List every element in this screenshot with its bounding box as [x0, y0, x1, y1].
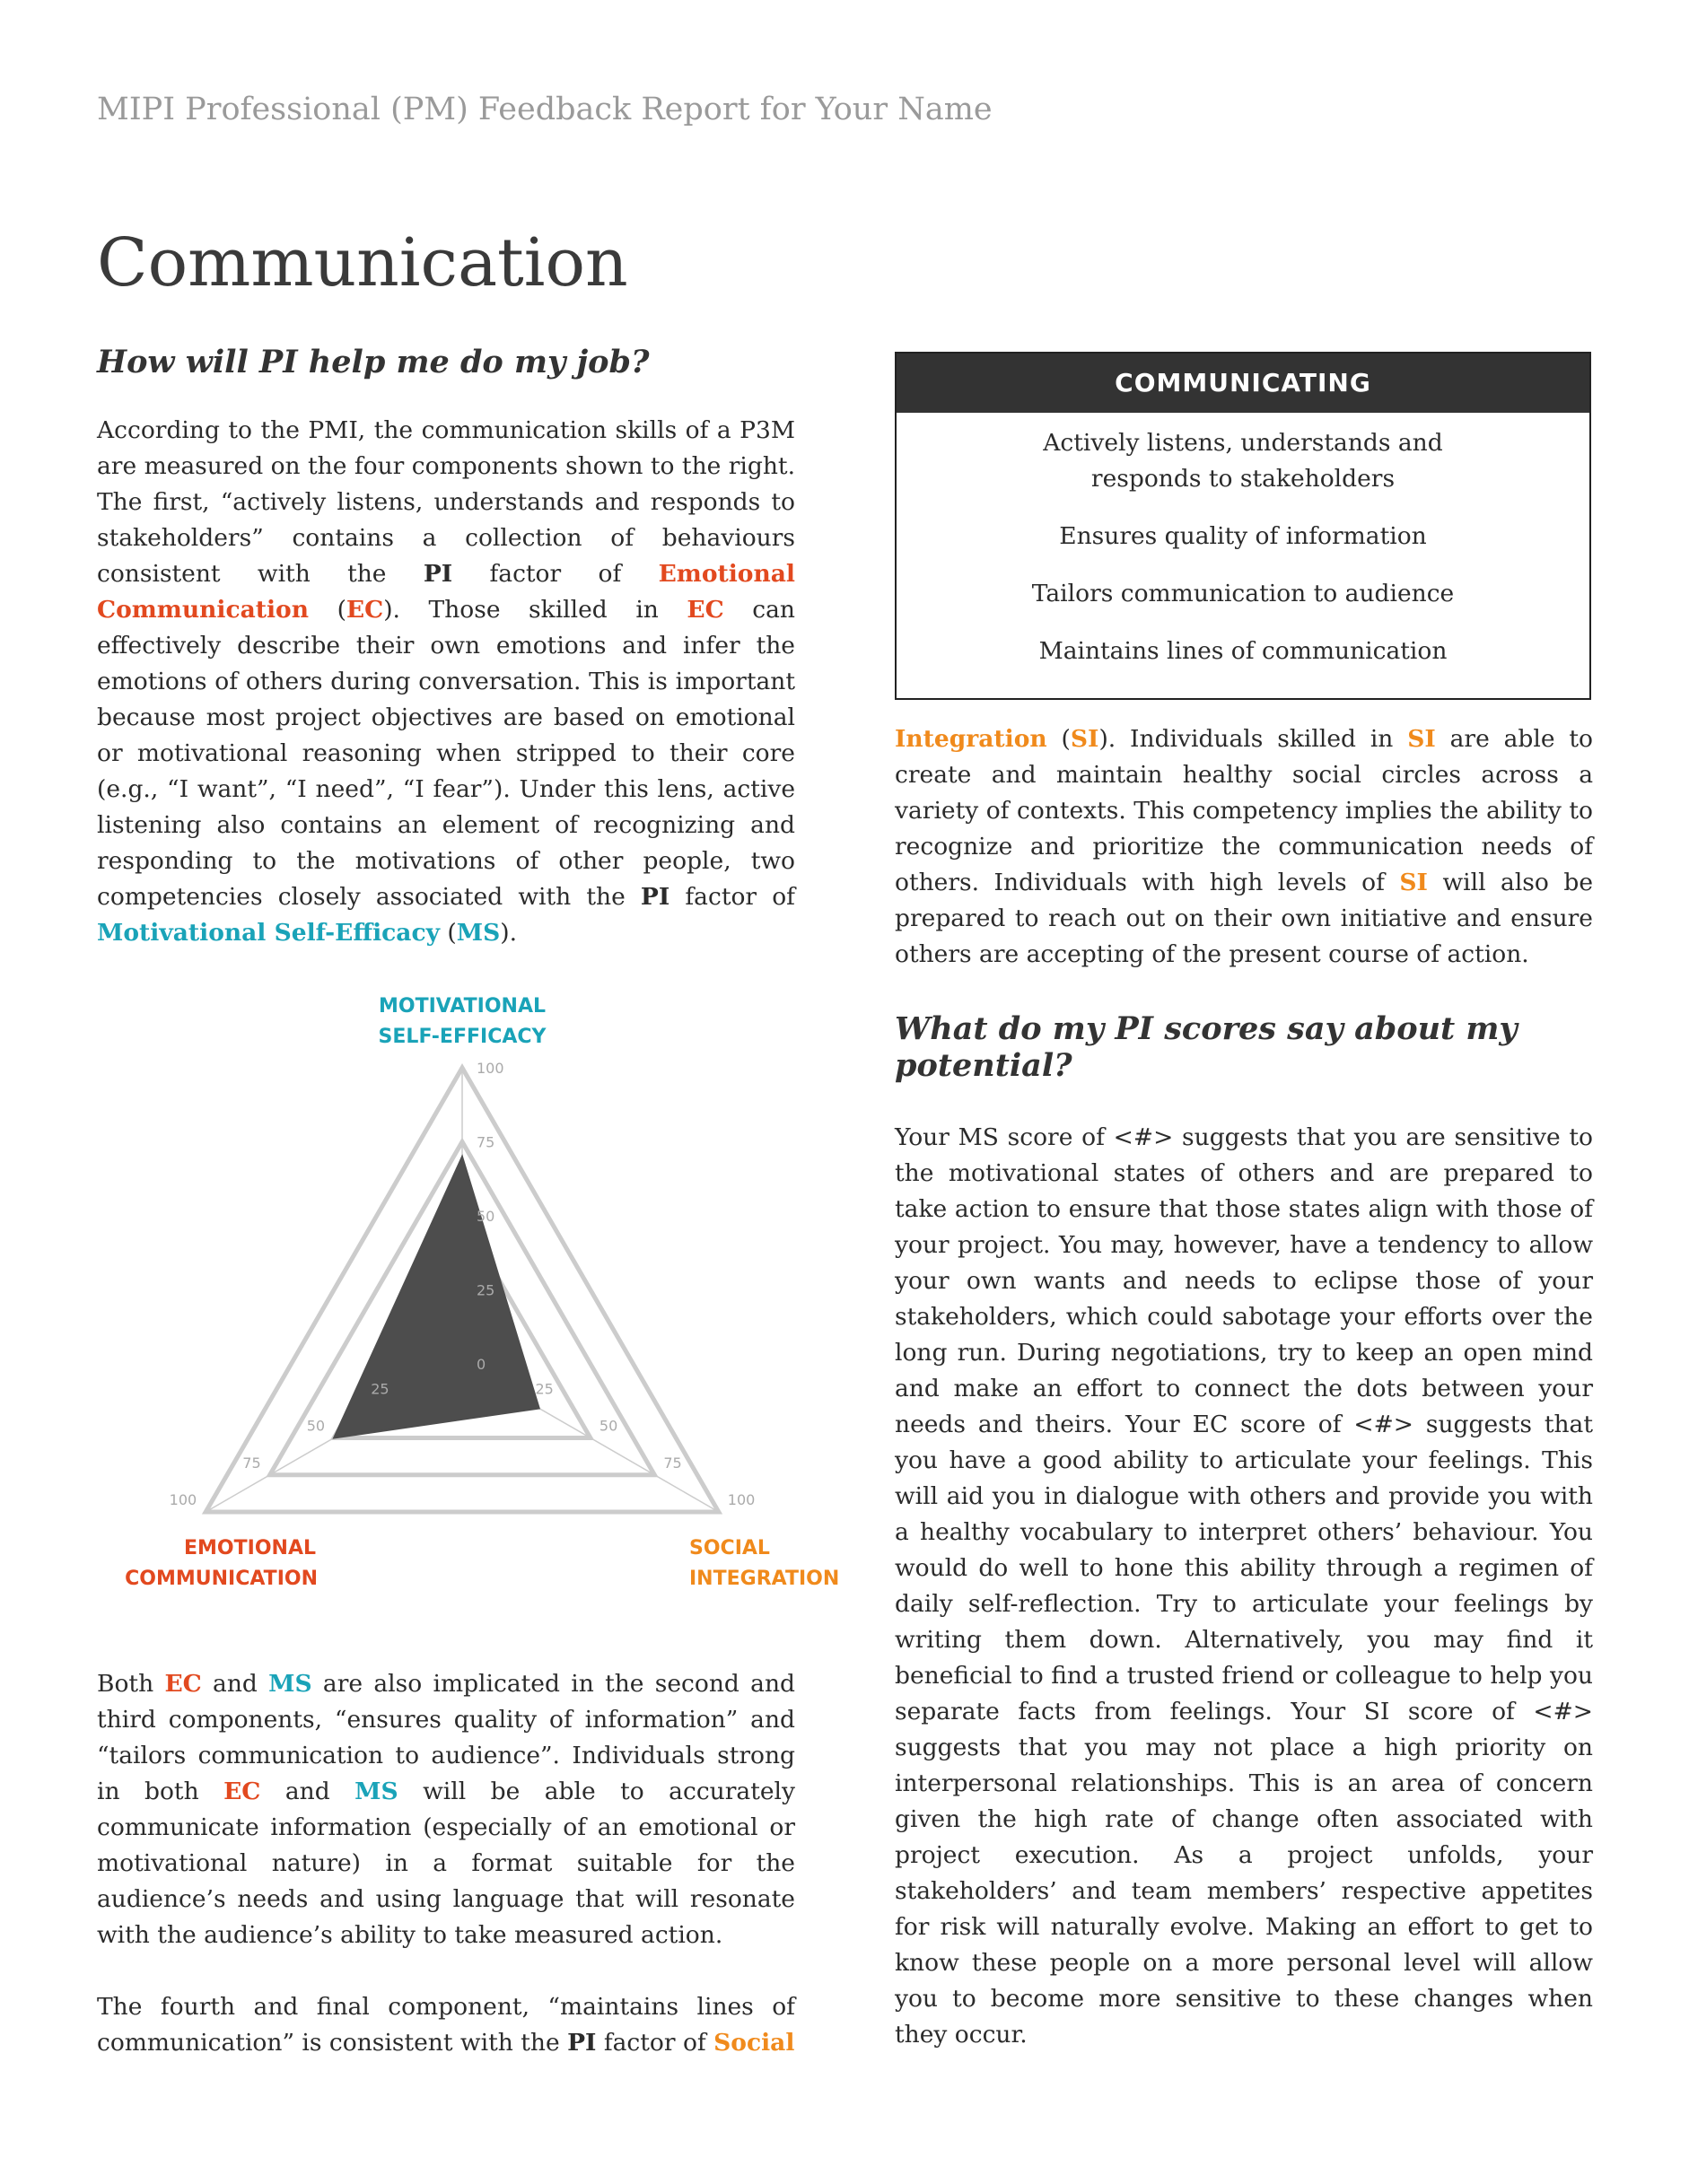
ms-term: Motivational Self-Efficacy: [97, 919, 440, 947]
left-column-lower: [97, 1666, 795, 2061]
running-header: MIPI Professional (PM) Feedback Report for Your Name: [97, 92, 993, 127]
component-item: Ensures quality of information: [1059, 522, 1427, 550]
component-item: Maintains lines of communication: [1038, 637, 1448, 665]
right-column: [895, 721, 1593, 2053]
radar-axis-label: INTEGRATION: [689, 1568, 840, 1590]
radar-tick-label: 25: [477, 1281, 495, 1299]
page-title: Communication: [97, 224, 628, 301]
radar-tick-label: 25: [371, 1380, 389, 1398]
radar-tick-label: 100: [169, 1491, 197, 1508]
radar-tick-label: 50: [306, 1417, 326, 1435]
radar-axis-label: EMOTIONAL: [184, 1537, 316, 1559]
radar-tick-label: 75: [663, 1454, 682, 1472]
communicating-box-heading: COMMUNICATING: [897, 354, 1589, 413]
radar-tick-label: 50: [599, 1417, 618, 1435]
radar-tick-label: 0: [477, 1356, 486, 1373]
right-subhead: What do my PI scores say about my potential?: [895, 1010, 1518, 1084]
radar-tick-label: 100: [477, 1060, 504, 1077]
communicating-components-list: [897, 413, 1589, 669]
scores-paragraph: Your MS score of <#> suggests that you are sensitive to the motivational states of others and are prepared to take action to ensure that those states align with those of your project. You may, however, have a tendency to allow your own wants and needs to eclipse those of your stakeholders, which could sabotage your efforts over the long run. During negotiations, try to keep an open mind and make an effort to connect the dots between your needs and theirs. Your EC score of <#> suggests that you have a good ability to articulate your feelings. This will aid you in dialogue with others and provide you with a healthy vocabulary to interpret others’ behaviour. You would do well to hone this ability through a regimen of daily self-reflection. Try to articulate your feelings by writing them down. Alternatively, you may find it beneficial to find a trusted friend or colleague to help you separate facts from feelings. Your SI score of <#> suggests that you may not place a high priority on interpersonal relationships. This is an area of concern given the high rate of change often associated with project execution. As a project unfolds, your stakeholders’ and team members’ respective appetites for risk will naturally evolve. Making an effort to get to know these people on a more personal level will allow you to become more sensitive to these changes when they occur.: [895, 1123, 1593, 2049]
radar-tick-label: 25: [535, 1380, 554, 1398]
radar-axis-label: SOCIAL: [689, 1537, 770, 1559]
radar-tick-label: 75: [242, 1454, 261, 1472]
radar-axis-label: COMMUNICATION: [125, 1568, 318, 1590]
left-subhead: How will PI help me do my job?: [97, 344, 650, 380]
radar-tick-label: 75: [477, 1133, 495, 1151]
radar-chart: [97, 987, 840, 1615]
social-integration-paragraph: Integration (SI). Individuals skilled in SI are able to create and maintain healthy social circles across a variety of contexts. This competency implies the ability to recognize and prioritize the communication needs of others. Individuals with high levels of SI will also be prepared to reach out on their own initiative and ensure others are accepting of the present course of action.: [895, 725, 1593, 968]
communicating-box: [895, 352, 1591, 700]
intro-paragraph: According to the PMI, the communication skills of a P3M are measured on the four components shown to the right. The first, “actively listens, understands and responds to stakeholders” contains a collection of behaviours consistent with the PI factor of Emotional Communication (EC). Those skilled in EC can effectively describe their own emotions and infer the emotions of others during conversation. This is important because most project objectives are based on emotional or motivational reasoning when stripped to their core (e.g., “I want”, “I need”, “I fear”). Under this lens, active listening also contains an element of recognizing and responding to the motivations of other people, two competencies closely associated with the PI factor of Motivational Self-Efficacy (MS).: [97, 416, 795, 947]
radar-axis-label: MOTIVATIONAL: [379, 995, 546, 1018]
component-item: Tailors communication to audience: [1031, 580, 1455, 607]
ec-term: Emotional Communication: [97, 560, 795, 624]
radar-axis-label: SELF-EFFICACY: [378, 1026, 547, 1048]
radar-tick-label: 100: [727, 1491, 756, 1508]
fourth-component-paragraph: The fourth and final component, “maintains lines of communication” is consistent with the PI factor of Social: [97, 1993, 795, 2057]
left-column: [97, 344, 795, 951]
component-item: Actively listens, understands and responds to stakeholders: [1043, 429, 1443, 493]
components-paragraph: Both EC and MS are also implicated in the second and third components, “ensures quality of information” and “tailors communication to audience”. Individuals strong in both EC and MS will be able to accurately communicate information (especially of an emotional or motivational nature) in a format suitable for the audience’s needs and using language that will resonate with the audience’s ability to take measured action.: [97, 1670, 795, 1949]
radar-tick-label: 50: [477, 1208, 495, 1225]
